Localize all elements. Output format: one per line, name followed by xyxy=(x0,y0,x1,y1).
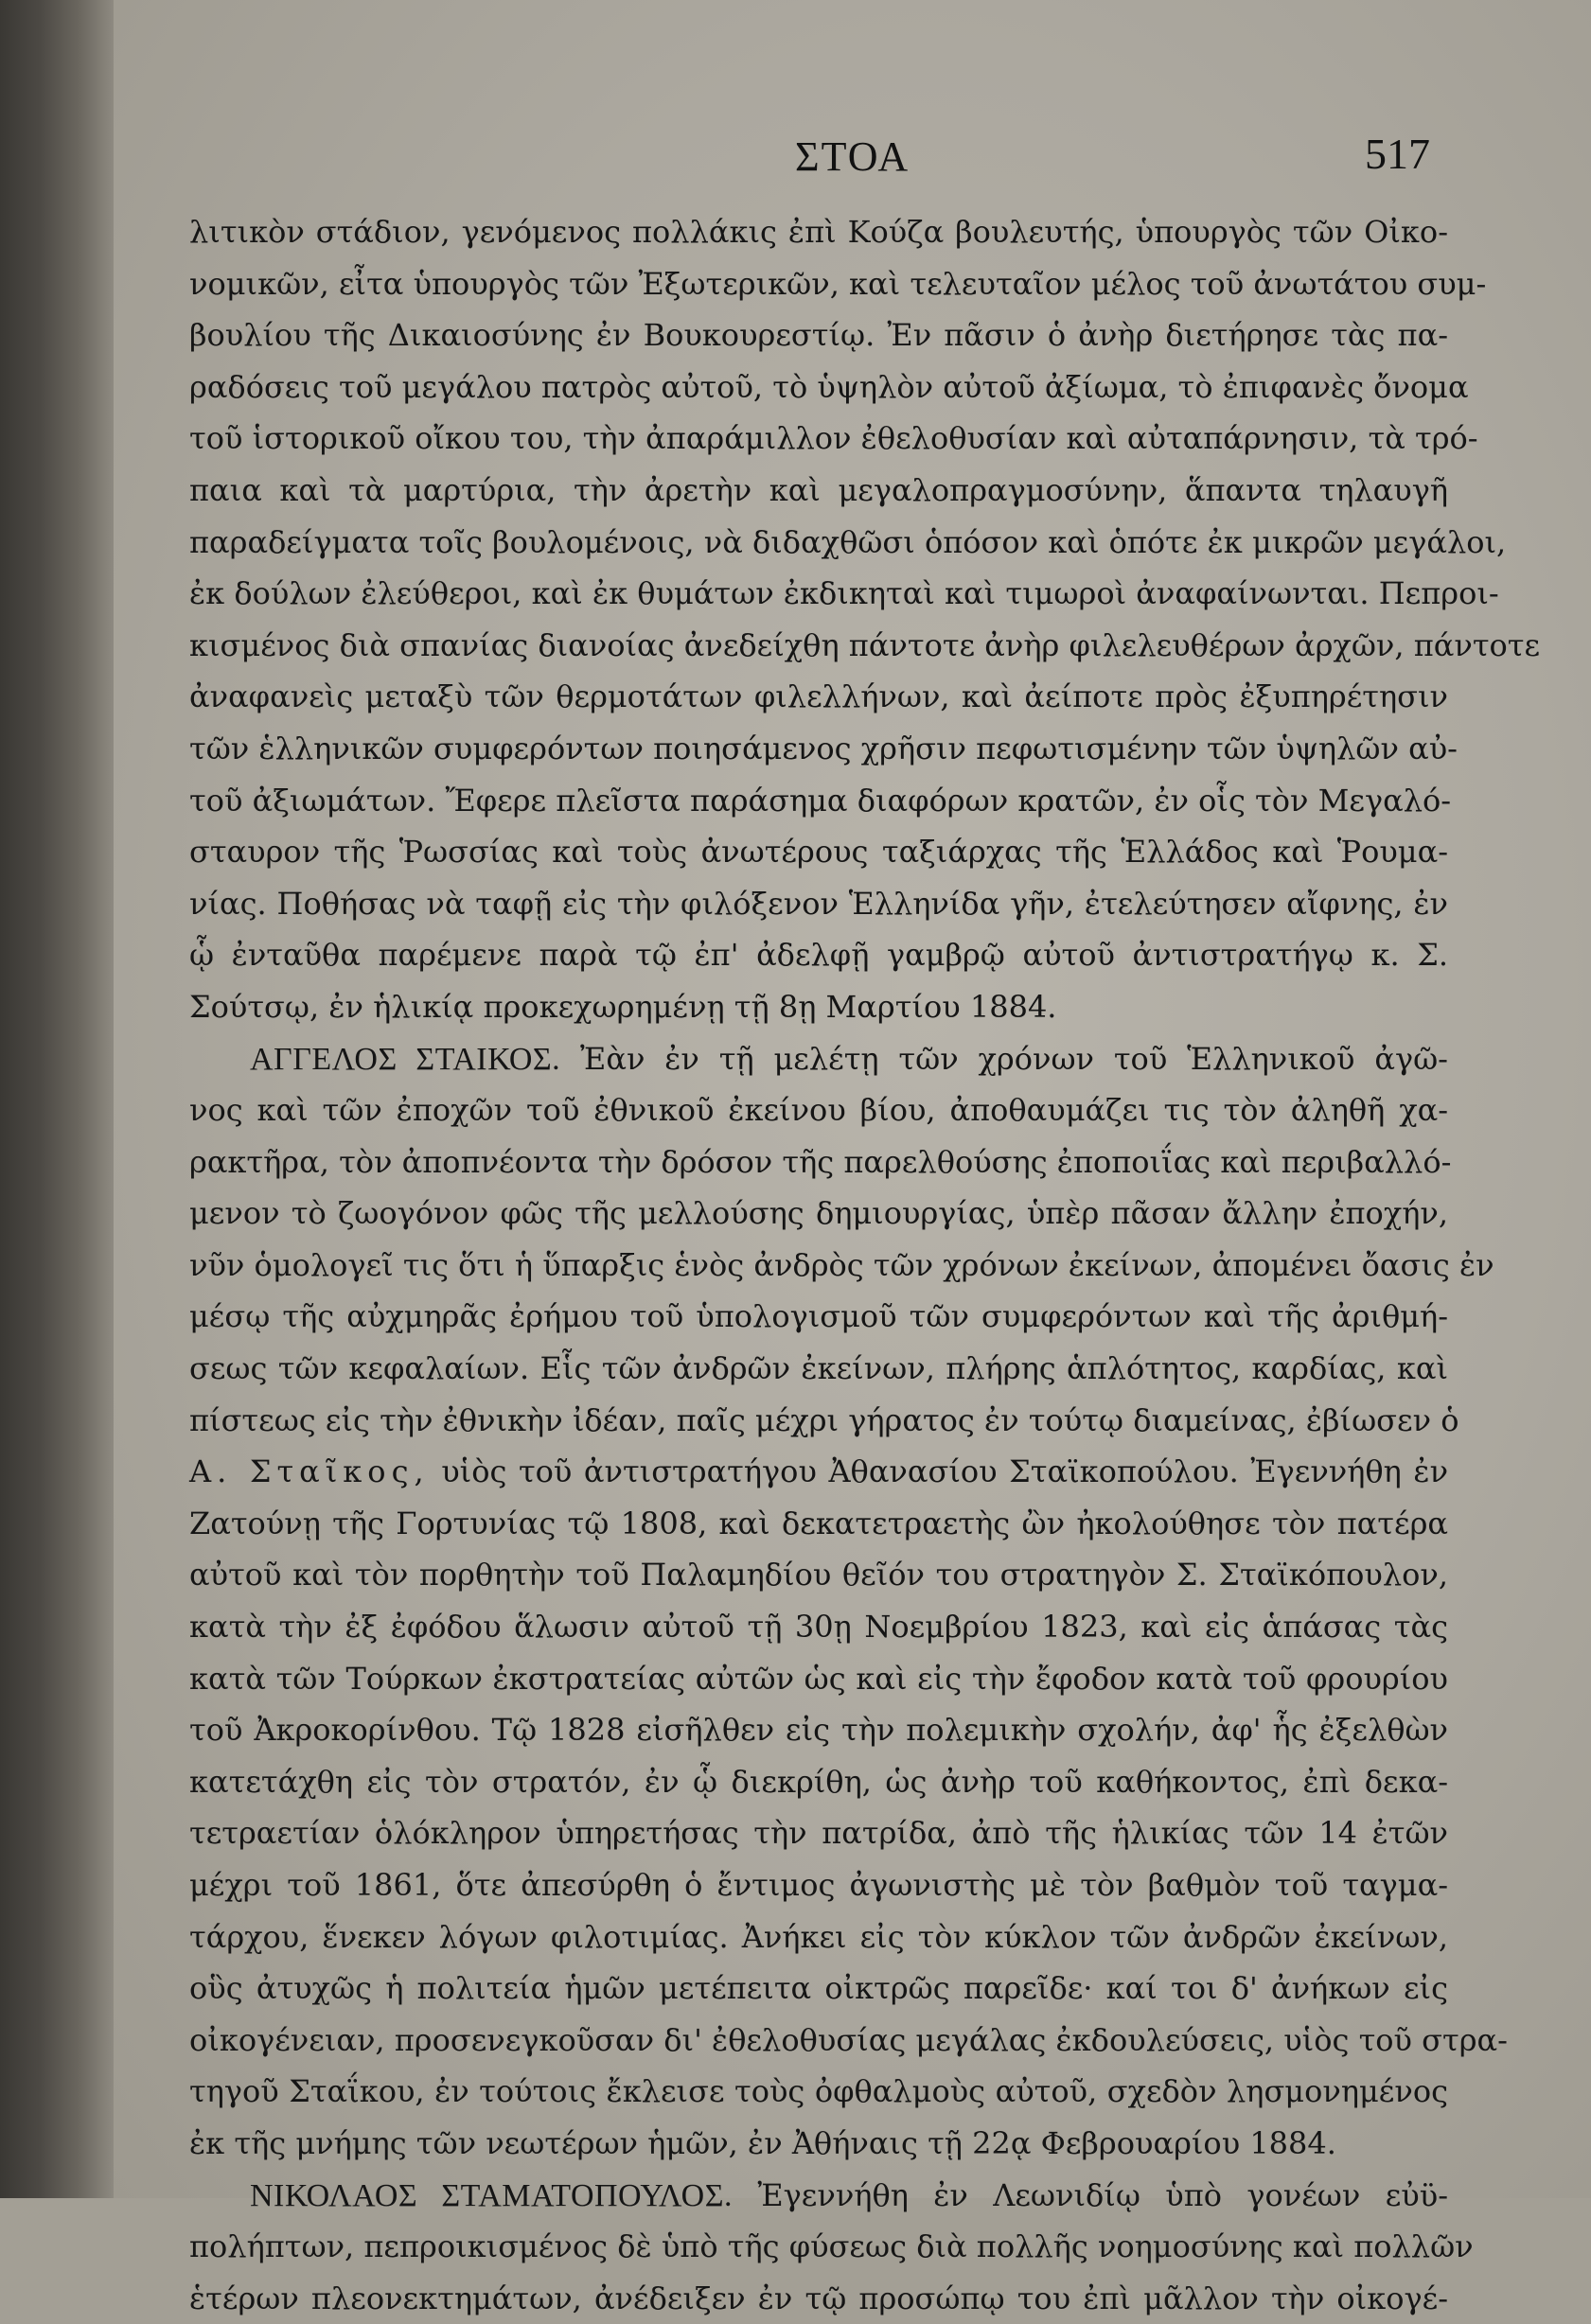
text-line: ἀναφανεὶς μεταξὺ τῶν θερμοτάτων φιλελλήνων, καὶ ἀείποτε πρὸς ἐξυπηρέτησιν xyxy=(189,678,1448,715)
text-line: τοῦ Ἀκροκορίνθου. Τῷ 1828 εἰσῆλθεν εἰς τὴν πολεμικὴν σχολήν, ἀφ' ἧς ἐξελθὼν xyxy=(189,1712,1448,1749)
text-line: λιτικὸν στάδιον, γενόμενος πολλάκις ἐπὶ Κούζα βουλευτής, ὑπουργὸς τῶν Οἰκο- xyxy=(189,214,1448,250)
spaced-name: Α. Σταῖκος, xyxy=(189,1453,430,1490)
text-line: τοῦ ἀξιωμάτων. Ἔφερε πλεῖστα παράσημα διαφόρων κρατῶν, ἐν οἷς τὸν Μεγαλό- xyxy=(189,782,1452,819)
text-line: ραδόσεις τοῦ μεγάλου πατρὸς αὐτοῦ, τὸ ὑψηλὸν αὐτοῦ ἀξίωμα, τὸ ἐπιφανὲς ὄνομα xyxy=(189,368,1469,405)
text-line: παραδείγματα τοῖς βουλομένοις, νὰ διδαχθῶσι ὁπόσον καὶ ὁπότε ἐκ μικρῶν μεγάλοι, xyxy=(189,523,1507,560)
text-line: νομικῶν, εἶτα ὑπουργὸς τῶν Ἐξωτερικῶν, καὶ τελευταῖον μέλος τοῦ ἀνωτάτου συμ- xyxy=(189,265,1487,302)
entry-spaced-line xyxy=(189,1446,1448,1498)
text-line: ᾧ ἐνταῦθα παρέμενε παρὰ τῷ ἐπ' ἀδελφῇ γαμβρῷ αὐτοῦ ἀντιστρατήγῳ κ. Σ. xyxy=(189,937,1448,974)
text-line: μέσῳ τῆς αὐχμηρᾶς ἐρήμου τοῦ ὑπολογισμοῦ τῶν συμφερόντων καὶ τῆς ἀριθμή- xyxy=(189,1298,1448,1335)
entry-text: Ἐγεννήθη ἐν Λεωνιδίῳ ὑπὸ γονέων εὐϋ- xyxy=(757,2176,1448,2213)
page-body xyxy=(189,206,1541,2324)
text-line: παια καὶ τὰ μαρτύρια, τὴν ἀρετὴν καὶ μεγαλοπραγμοσύνην, ἅπαντα τηλαυγῆ xyxy=(189,471,1448,508)
book-page xyxy=(114,0,1591,2316)
text-line: τετραετίαν ὁλόκληρον ὑπηρετήσας τὴν πατρίδα, ἀπὸ τῆς ἡλικίας τῶν 14 ἐτῶν xyxy=(189,1815,1448,1852)
text-line: κισμένος διὰ σπανίας διανοίας ἀνεδείχθη πάντοτε ἀνὴρ φιλελευθέρων ἀρχῶν, πάντοτε xyxy=(189,626,1541,663)
text-line: πίστεως εἰς τὴν ἐθνικὴν ἰδέαν, παῖς μέχρι γήρατος ἐν τούτῳ διαμείνας, ἐβίωσεν ὁ xyxy=(189,1401,1459,1438)
text-line: βουλίου τῆς Δικαιοσύνης ἐν Βουκουρεστίῳ. Ἐν πᾶσιν ὁ ἀνὴρ διετήρησε τὰς πα- xyxy=(189,317,1448,354)
text-line: νίας. Ποθήσας νὰ ταφῇ εἰς τὴν φιλόξενον Ἑλληνίδα γῆν, ἐτελεύτησεν αἴφνης, ἐν xyxy=(189,885,1448,922)
text-line: μενον τὸ ζωογόνον φῶς τῆς μελλούσης δημιουργίας, ὑπὲρ πᾶσαν ἄλλην ἐποχήν, xyxy=(189,1195,1448,1232)
running-head: ΣΤΟΑ xyxy=(795,133,910,180)
page-header xyxy=(114,132,1591,189)
text-line: αὐτοῦ καὶ τὸν πορθητὴν τοῦ Παλαμηδίου θεῖόν του στρατηγὸν Σ. Σταϊκόπουλον, xyxy=(189,1557,1448,1593)
entry-first-line xyxy=(189,2170,1448,2222)
text-line: οἰκογένειαν, προσενεγκοῦσαν δι' ἐθελοθυσίας μεγάλας ἐκδουλεύσεις, υἱὸς τοῦ στρα- xyxy=(189,2021,1508,2058)
text-line: Ζατούνῃ τῆς Γορτυνίας τῷ 1808, καὶ δεκατετραετὴς ὢν ἠκολούθησε τὸν πατέρα xyxy=(189,1505,1448,1541)
text-line: ἐκ τῆς μνήμης τῶν νεωτέρων ἡμῶν, ἐν Ἀθήναις τῇ 22ᾳ Φεβρουαρίου 1884. xyxy=(189,2124,1336,2161)
text-line: οὓς ἀτυχῶς ἡ πολιτεία ἡμῶν μετέπειτα οἰκτρῶς παρεῖδε· καί τοι δ' ἀνήκων εἰς xyxy=(189,1970,1448,2007)
text-line: νος καὶ τῶν ἐποχῶν τοῦ ἐθνικοῦ ἐκείνου βίου, ἀποθαυμάζει τις τὸν ἀληθῆ χα- xyxy=(189,1092,1448,1129)
text-line: κατετάχθη εἰς τὸν στρατόν, ἐν ᾧ διεκρίθη, ὡς ἀνὴρ τοῦ καθήκοντος, ἐπὶ δεκα- xyxy=(189,1763,1448,1800)
page-number: 517 xyxy=(1365,130,1430,178)
entry-name: ΝΙΚΟΛΑΟΣ ΣΤΑΜΑΤΟΠΟΥΛΟΣ. xyxy=(250,2177,733,2213)
text-line: σταυρον τῆς Ῥωσσίας καὶ τοὺς ἀνωτέρους ταξιάρχας τῆς Ἑλλάδος καὶ Ῥουμα- xyxy=(189,834,1448,871)
entry-first-line xyxy=(189,1033,1448,1085)
entry-name: ΑΓΓΕΛΟΣ ΣΤΑΙΚΟΣ. xyxy=(250,1041,561,1077)
text-line: τοῦ ἱστορικοῦ οἴκου του, τὴν ἀπαράμιλλον ἐθελοθυσίαν καὶ αὐταπάρνησιν, τὰ τρό- xyxy=(189,420,1478,457)
text-line: σεως τῶν κεφαλαίων. Εἷς τῶν ἀνδρῶν ἐκείνων, πλήρης ἁπλότητος, καρδίας, καὶ xyxy=(189,1350,1448,1387)
text-line: κατὰ τὴν ἐξ ἐφόδου ἅλωσιν αὐτοῦ τῇ 30ῃ Νοεμβρίου 1823, καὶ εἰς ἁπάσας τὰς xyxy=(189,1609,1448,1646)
text-line: τάρχου, ἕνεκεν λόγων φιλοτιμίας. Ἀνήκει εἰς τὸν κύκλον τῶν ἀνδρῶν ἐκείνων, xyxy=(189,1918,1448,1955)
text-line: ἑτέρων πλεονεκτημάτων, ἀνέδειξεν ἐν τῷ προσώπῳ του ἐπὶ μᾶλλον τὴν οἰκογέ- xyxy=(189,2280,1448,2316)
entry-text: υἱὸς τοῦ ἀντιστρατήγου Ἀθανασίου Σταϊκοπούλου. Ἐγεννήθη ἐν xyxy=(441,1453,1449,1490)
text-line: νῦν ὁμολογεῖ τις ὅτι ἡ ὕπαρξις ἑνὸς ἀνδρὸς τῶν χρόνων ἐκείνων, ἀπομένει ὄασις ἐν xyxy=(189,1246,1494,1283)
text-line: τηγοῦ Σταΐκου, ἐν τούτοις ἔκλεισε τοὺς ὀφθαλμοὺς αὐτοῦ, σχεδὸν λησμονημένος xyxy=(189,2073,1448,2110)
entry-text: Ἐὰν ἐν τῇ μελέτῃ τῶν χρόνων τοῦ Ἑλληνικοῦ ἀγῶ- xyxy=(580,1040,1448,1077)
book-gutter xyxy=(0,0,114,2198)
text-line: πολήπτων, πεπροικισμένος δὲ ὑπὸ τῆς φύσεως διὰ πολλῆς νοημοσύνης καὶ πολλῶν xyxy=(189,2228,1474,2265)
text-line: μέχρι τοῦ 1861, ὅτε ἀπεσύρθη ὁ ἔντιμος ἀγωνιστὴς μὲ τὸν βαθμὸν τοῦ ταγμα- xyxy=(189,1867,1448,1903)
text-line: κατὰ τῶν Τούρκων ἐκστρατείας αὐτῶν ὡς καὶ εἰς τὴν ἔφοδον κατὰ τοῦ φρουρίου xyxy=(189,1660,1448,1697)
text-line: ρακτῆρα, τὸν ἀποπνέοντα τὴν δρόσον τῆς παρελθούσης ἐποποιΐας καὶ περιβαλλό- xyxy=(189,1143,1452,1180)
text-line: τῶν ἑλληνικῶν συμφερόντων ποιησάμενος χρῆσιν πεφωτισμένην τῶν ὑψηλῶν αὐ- xyxy=(189,730,1458,766)
text-line: Σούτσῳ, ἐν ἡλικίᾳ προκεχωρημένῃ τῇ 8ῃ Μαρτίου 1884. xyxy=(189,988,1057,1025)
text-line: ἐκ δούλων ἐλεύθεροι, καὶ ἐκ θυμάτων ἐκδικηταὶ καὶ τιμωροὶ ἀναφαίνωνται. Πεπροι- xyxy=(189,575,1499,612)
